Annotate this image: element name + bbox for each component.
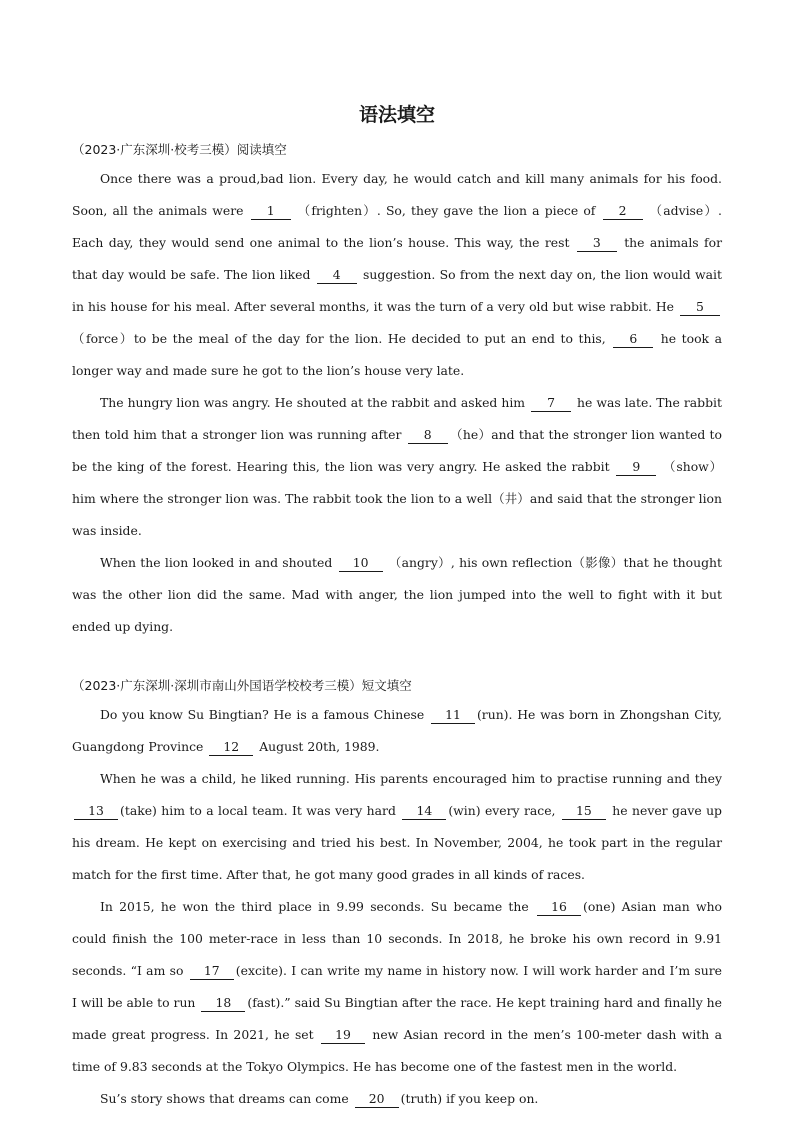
section-gap [72,643,722,673]
text-run: he never gave up his dream. He kept on exercising and tried his best. In November, 2004, he took part in the regular match for the first time. After that, he got many good grades in all kinds of races. [72,803,722,882]
text-run: he took a longer way and made sure he got to the lion’s house very late. [72,331,722,378]
answer-blank: 18 [201,995,245,1012]
text-run: When he was a child, he liked running. His parents encouraged him to practise running and they [100,771,722,786]
text-run: the animals for that day would be safe. The lion liked [72,235,722,282]
answer-blank: 15 [562,803,606,820]
paragraph [72,891,722,1083]
text-run: （advise）. Each day, they would send one animal to the lion’s house. This way, the rest [72,203,722,250]
section-2 [72,673,722,1115]
text-run: (win) every race, [448,803,560,818]
text-run: (truth) if you keep on. [400,1091,539,1106]
paragraph [72,547,722,643]
section-1 [72,137,722,643]
text-run: （force）to be the meal of the day for the lion. He decided to put an end to this, [72,331,612,346]
text-run: he was late. The rabbit then told him that a stronger lion was running after [72,395,722,442]
text-run: suggestion. So from the next day on, the lion would wait in his house for his meal. After several months, it was the turn of a very old but wise rabbit. He [72,267,722,314]
answer-blank: 19 [321,1027,365,1044]
text-run: Do you know Su Bingtian? He is a famous Chinese [100,707,429,722]
text-run: When the lion looked in and shouted [100,555,337,570]
text-run: （show）him where the stronger lion was. The rabbit took the lion to a well（井）and said that the stronger lion was inside. [72,459,723,538]
answer-blank: 13 [74,803,118,820]
text-run: （frighten）. So, they gave the lion a piece of [292,203,601,218]
paragraph [72,699,722,763]
answer-blank: 16 [537,899,581,916]
text-run: (excite). I can write my name in history now. I will work harder and I’m sure I will be able to run [72,963,722,1010]
text-run: new Asian record in the men’s 100-meter dash with a time of 9.83 seconds at the Tokyo Olympics. He has become one of the fastest men in the world. [72,1027,722,1074]
text-run: In 2015, he won the third place in 9.99 seconds. Su became the [100,899,535,914]
text-run: Su’s story shows that dreams can come [100,1091,353,1106]
text-run: (fast).” said Su Bingtian after the race. He kept training hard and finally he made great progress. In 2021, he set [72,995,722,1042]
answer-blank: 7 [531,395,571,412]
answer-blank: 4 [317,267,357,284]
answer-blank: 14 [402,803,446,820]
answer-blank: 3 [577,235,617,252]
answer-blank: 9 [616,459,656,476]
page-title: 语法填空 [358,104,435,126]
text-run: （angry）, his own reflection（影像）that he thought was the other lion did the same. Mad with anger, the lion jumped into the well to fight with it but ended up dying. [72,555,722,634]
answer-blank: 2 [603,203,643,220]
paragraph [72,1083,722,1115]
paragraph [72,387,722,547]
answer-blank: 5 [680,299,720,316]
text-run: Once there was a proud,bad lion. Every day, he would catch and kill many animals for his food. Soon, all the animals were [72,171,722,218]
worksheet-page [72,100,722,1115]
section-source: （2023·广东深圳·校考三模）阅读填空 [72,142,287,157]
answer-blank: 17 [190,963,234,980]
text-run: （he）and that the stronger lion wanted to be the king of the forest. Hearing this, the lion was very angry. He asked the rabbit [72,427,722,474]
text-run: August 20th, 1989. [255,739,380,754]
text-run: The hungry lion was angry. He shouted at the rabbit and asked him [100,395,530,410]
answer-blank: 11 [431,707,475,724]
paragraph [72,163,722,387]
answer-blank: 10 [339,555,383,572]
answer-blank: 6 [613,331,653,348]
text-run: (take) him to a local team. It was very hard [120,803,401,818]
answer-blank: 12 [209,739,253,756]
section-source: （2023·广东深圳·深圳市南山外国语学校校考三模）短文填空 [72,678,412,693]
answer-blank: 8 [408,427,448,444]
text-run: (run). He was born in Zhongshan City, Guangdong Province [72,707,722,754]
answer-blank: 1 [251,203,291,220]
paragraph [72,763,722,891]
answer-blank: 20 [355,1091,399,1108]
text-run: (one) Asian man who could finish the 100 meter-race in less than 10 seconds. In 2018, he broke his own record in 9.91 seconds. “I am so [72,899,723,978]
